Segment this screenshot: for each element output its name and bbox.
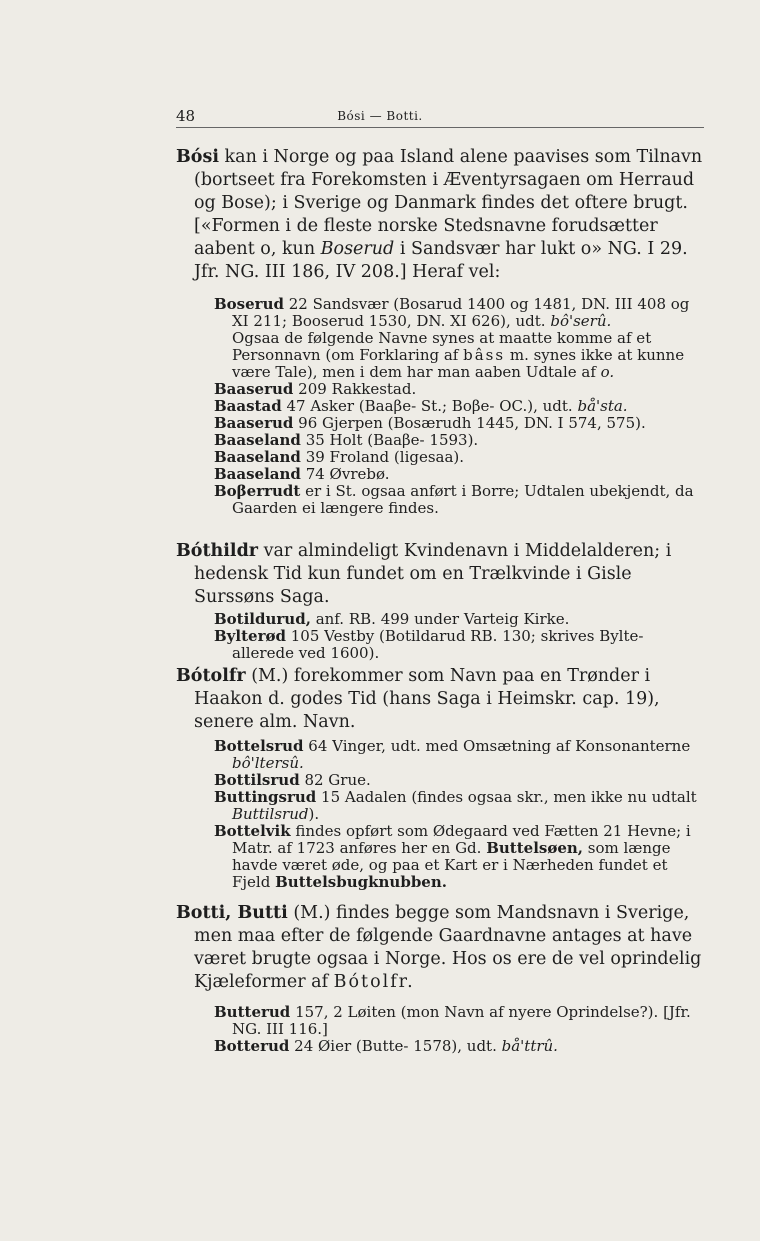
entry-main-text: Bósi kan i Norge og paa Island alene paavises som Tilnavn (bortseet fra Forekomsten i Æventyrsagaen om Herraud og Bose); i Sverige og Danmark findes det oftere brugt. [«Formen i de fleste norske Stedsnavne forudsætter aabent o, kun Boserud i Sandsvær har lukt o» NG. I 29. Jfr. NG. III 186, IV 208.] Heraf vel: — [176, 147, 703, 282]
entry-bosi — [176, 146, 704, 517]
place-entry: Baaserud 96 Gjerpen (Bosærudh 1445, DN. I 574, 575). — [214, 414, 646, 432]
place-entry: Baaseland 39 Froland (ligesaa). — [214, 448, 465, 466]
entry-main-text: Bótolfr (M.) forekommer som Navn paa en Trønder i Haakon d. godes Tid (hans Saga i Heimskr. cap. 19), senere alm. Navn. — [176, 666, 660, 732]
entry-main-text: Bóthildr var almindeligt Kvindenavn i Middelalderen; i hedensk Tid kun fundet om en Trælkvinde i Gisle Surssøns Saga. — [176, 541, 672, 607]
place-entry: Buttingsrud 15 Aadalen (findes ogsaa skr., men ikke nu udtalt Buttilsrud). — [214, 788, 697, 823]
headword: Bósi — [176, 147, 219, 167]
entry-botolfr — [176, 665, 704, 891]
running-title: Bósi — Botti. — [337, 109, 423, 123]
place-entry: Bottilsrud 82 Grue. — [214, 771, 371, 789]
place-entry: Botterud 24 Øier (Butte- 1578), udt. bå'ttrû. — [214, 1037, 558, 1055]
header-rule — [176, 127, 704, 128]
entry-bothildr — [176, 540, 704, 662]
place-entry: Bottelsrud 64 Vinger, udt. med Omsætning af Konsonanterne bô'ltersû. — [214, 737, 691, 772]
place-entry: Baaserud 209 Rakkestad. — [214, 380, 417, 398]
place-entry: Boserud 22 Sandsvær (Bosarud 1400 og 1481, DN. III 408 og XI 211; Booserud 1530, DN. XI 626), udt. bô'serû. — [214, 295, 690, 330]
place-entry: Botildurud, anf. RB. 499 under Varteig Kirke. — [214, 610, 570, 628]
place-entry: Boβerrudt er i St. ogsaa anført i Borre; Udtalen ubekjendt, da Gaarden ei længere findes. — [214, 482, 694, 517]
headword: Botti, Butti — [176, 903, 288, 923]
place-entry: Bottelvik findes opført som Ødegaard ved Fætten 21 Hevne; i Matr. af 1723 anføres her en Gd. Buttelsøen, som længe havde været øde, og paa et Kart er i Nærheden fundet et Fjeld Buttelsbugknubben. — [214, 822, 691, 891]
page-number: 48 — [176, 107, 196, 125]
place-entry: Baastad 47 Asker (Baaβe- St.; Boβe- OC.), udt. bå'sta. — [214, 397, 628, 415]
entry-note: Ogsaa de følgende Navne synes at maatte komme af et Personnavn (om Forklaring af bâss m. synes ikke at kunne være Tale), men i dem har man aaben Udtale af o. — [232, 329, 685, 381]
place-entry: Bylterød 105 Vestby (Botildarud RB. 130; skrives Bylte- allerede ved 1600). — [214, 627, 644, 662]
headword: Bótolfr — [176, 666, 246, 686]
place-entry: Butterud 157, 2 Løiten (mon Navn af nyere Oprindelse?). [Jfr. NG. III 116.] — [214, 1003, 691, 1038]
entry-botti-butti — [176, 902, 704, 1055]
place-entry: Baaseland 74 Øvrebø. — [214, 465, 390, 483]
headword: Bóthildr — [176, 541, 259, 561]
entry-main-text: Botti, Butti (M.) findes begge som Mandsnavn i Sverige, men maa efter de følgende Gaardnavne antages at have været brugte ogsaa i Norge. Hos os ere de vel oprindelig Kjæleformer af Bótolfr. — [176, 903, 702, 992]
place-entry: Baaseland 35 Holt (Baaβe- 1593). — [214, 431, 479, 449]
